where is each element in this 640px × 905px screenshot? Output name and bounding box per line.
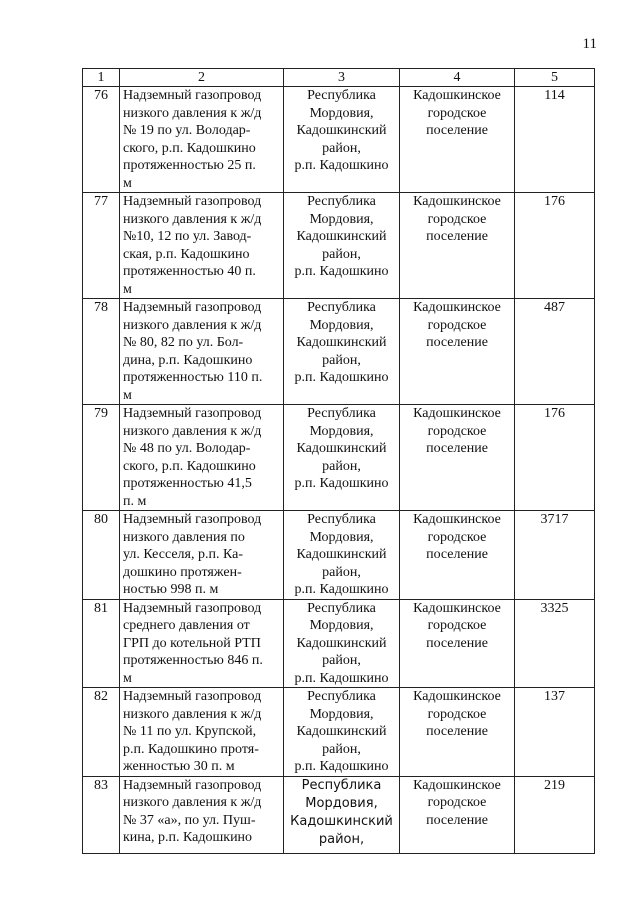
location-line: р.п. Кадошкино bbox=[294, 158, 389, 173]
description-line: кина, р.п. Кадошкино bbox=[123, 830, 253, 845]
table-row bbox=[83, 299, 595, 405]
location-line: район, bbox=[322, 246, 361, 262]
location-line: Кадошкинский bbox=[290, 813, 393, 829]
row-number: 78 bbox=[83, 299, 120, 405]
settlement-line: городское bbox=[427, 529, 487, 545]
location-line: район, bbox=[322, 564, 361, 580]
location-line: р.п. Кадошкино bbox=[294, 759, 389, 774]
description-line: Надземный газопровод bbox=[123, 600, 262, 616]
row-number: 82 bbox=[83, 688, 120, 777]
object-description bbox=[120, 405, 284, 511]
description-line: дина, р.п. Кадошкино bbox=[123, 352, 253, 368]
settlement-line: городское bbox=[427, 317, 487, 333]
location-line: Кадошкинский bbox=[296, 229, 387, 244]
description-line: Надземный газопровод bbox=[123, 689, 262, 704]
location-line: район, bbox=[322, 458, 361, 474]
description-line: ул. Кесселя, р.п. Ка- bbox=[123, 547, 243, 562]
description-line: низкого давления к ж/д bbox=[123, 423, 262, 439]
location-line: Мордовия, bbox=[309, 317, 374, 333]
location-line: Мордовия, bbox=[309, 618, 374, 633]
settlement-line: Кадошкинское bbox=[413, 406, 501, 421]
settlement-line: городское bbox=[427, 618, 487, 633]
description-line: ского, р.п. Кадошкино bbox=[123, 458, 256, 474]
description-line: протяженностью 41,5 bbox=[123, 476, 252, 491]
settlement-line: поселение bbox=[426, 441, 488, 456]
settlement-name bbox=[400, 511, 515, 600]
settlement-name bbox=[400, 405, 515, 511]
settlement-line: поселение bbox=[426, 229, 488, 244]
description-line: ская, р.п. Кадошкино bbox=[123, 246, 250, 262]
object-location bbox=[284, 299, 400, 405]
object-location bbox=[284, 405, 400, 511]
object-description bbox=[120, 599, 284, 688]
object-description bbox=[120, 776, 284, 853]
settlement-line: Кадошкинское bbox=[413, 777, 501, 793]
description-line: низкого давления к ж/д bbox=[123, 706, 262, 722]
table-header-row bbox=[83, 69, 595, 87]
settlement-name bbox=[400, 299, 515, 405]
object-location bbox=[284, 193, 400, 299]
description-line: м bbox=[123, 670, 132, 686]
settlement-line: Кадошкинское bbox=[413, 88, 501, 103]
description-line: р.п. Кадошкино протя- bbox=[123, 741, 259, 757]
settlement-line: городское bbox=[427, 423, 487, 439]
description-line: протяженностью 846 п. bbox=[123, 653, 263, 668]
settlement-line: городское bbox=[427, 211, 487, 227]
location-line: район, bbox=[322, 741, 361, 757]
location-line: район, bbox=[322, 140, 361, 156]
description-line: протяженностью 40 п. bbox=[123, 264, 256, 279]
settlement-line: Кадошкинское bbox=[413, 600, 501, 616]
location-line: Кадошкинский bbox=[296, 547, 387, 562]
object-description bbox=[120, 688, 284, 777]
description-line: Надземный газопровод bbox=[123, 406, 262, 421]
location-line: Республика bbox=[307, 88, 376, 103]
location-line: Мордовия, bbox=[309, 211, 374, 227]
table-row bbox=[83, 688, 595, 777]
description-line: № 11 по ул. Крупской, bbox=[123, 724, 257, 739]
object-value: 3717 bbox=[515, 511, 595, 600]
settlement-line: поселение bbox=[426, 812, 488, 828]
description-line: Надземный газопровод bbox=[123, 194, 262, 209]
settlement-line: поселение bbox=[426, 635, 488, 651]
location-line: район, bbox=[322, 653, 361, 668]
location-line: Республика bbox=[307, 512, 376, 527]
location-line: Республика bbox=[307, 406, 376, 421]
description-line: низкого давления по bbox=[123, 529, 245, 545]
description-line: Надземный газопровод bbox=[123, 512, 262, 527]
description-line: Надземный газопровод bbox=[123, 300, 262, 315]
table-row bbox=[83, 511, 595, 600]
location-line: район, bbox=[318, 831, 365, 847]
location-line: Мордовия, bbox=[305, 795, 378, 811]
settlement-line: городское bbox=[427, 795, 487, 810]
settlement-line: Кадошкинское bbox=[413, 194, 501, 209]
column-header: 4 bbox=[400, 69, 515, 87]
description-line: ГРП до котельной РТП bbox=[123, 635, 261, 651]
object-description bbox=[120, 299, 284, 405]
description-line: Надземный газопровод bbox=[123, 88, 262, 103]
object-location bbox=[284, 511, 400, 600]
location-line: Мордовия, bbox=[309, 529, 374, 545]
object-location bbox=[284, 599, 400, 688]
description-line: протяженностью 110 п. bbox=[123, 370, 263, 385]
description-line: низкого давления к ж/д bbox=[123, 317, 262, 333]
settlement-line: Кадошкинское bbox=[413, 300, 501, 315]
settlement-name bbox=[400, 688, 515, 777]
settlement-name bbox=[400, 599, 515, 688]
location-line: р.п. Кадошкино bbox=[294, 670, 389, 686]
description-line: Надземный газопровод bbox=[123, 777, 262, 793]
column-header: 2 bbox=[120, 69, 284, 87]
description-line: протяженностью 25 п. bbox=[123, 158, 256, 173]
description-line: № 48 по ул. Володар- bbox=[123, 441, 251, 456]
location-line: Кадошкинский bbox=[296, 441, 387, 456]
location-line: Кадошкинский bbox=[296, 335, 387, 350]
object-value: 176 bbox=[515, 405, 595, 511]
description-line: м bbox=[123, 175, 132, 191]
description-line: м bbox=[123, 281, 132, 297]
column-header: 3 bbox=[284, 69, 400, 87]
location-line: р.п. Кадошкино bbox=[294, 582, 389, 597]
description-line: п. м bbox=[123, 493, 147, 509]
row-number: 79 bbox=[83, 405, 120, 511]
settlement-line: городское bbox=[427, 706, 487, 722]
object-value: 219 bbox=[515, 776, 595, 853]
description-line: низкого давления к ж/д bbox=[123, 105, 262, 121]
table-row bbox=[83, 776, 595, 853]
location-line: Мордовия, bbox=[309, 706, 374, 722]
settlement-name bbox=[400, 87, 515, 193]
row-number: 77 bbox=[83, 193, 120, 299]
row-number: 80 bbox=[83, 511, 120, 600]
object-value: 487 bbox=[515, 299, 595, 405]
settlement-name bbox=[400, 776, 515, 853]
object-description bbox=[120, 87, 284, 193]
location-line: р.п. Кадошкино bbox=[294, 264, 389, 279]
settlement-line: Кадошкинское bbox=[413, 512, 501, 527]
settlement-line: поселение bbox=[426, 724, 488, 739]
description-line: среднего давления от bbox=[123, 618, 250, 633]
location-line: Республика bbox=[307, 194, 376, 209]
settlement-name bbox=[400, 193, 515, 299]
location-line: Мордовия, bbox=[309, 105, 374, 121]
object-value: 3325 bbox=[515, 599, 595, 688]
location-line: район, bbox=[322, 352, 361, 368]
description-line: № 37 «а», по ул. Пуш- bbox=[123, 812, 256, 828]
settlement-line: городское bbox=[427, 105, 487, 121]
description-line: женностью 30 п. м bbox=[123, 759, 235, 774]
location-line: р.п. Кадошкино bbox=[294, 476, 389, 491]
settlement-line: Кадошкинское bbox=[413, 689, 501, 704]
column-header: 1 bbox=[83, 69, 120, 87]
description-line: дошкино протяжен- bbox=[123, 564, 242, 580]
object-location bbox=[284, 87, 400, 193]
column-header: 5 bbox=[515, 69, 595, 87]
object-description bbox=[120, 193, 284, 299]
row-number: 76 bbox=[83, 87, 120, 193]
description-line: № 80, 82 по ул. Бол- bbox=[123, 335, 244, 350]
location-line: Кадошкинский bbox=[296, 724, 387, 739]
location-line: Кадошкинский bbox=[296, 123, 387, 138]
location-line: Республика bbox=[307, 600, 376, 616]
settlement-line: поселение bbox=[426, 547, 488, 562]
table-row bbox=[83, 405, 595, 511]
row-number: 83 bbox=[83, 776, 120, 853]
table-row bbox=[83, 599, 595, 688]
location-line: Кадошкинский bbox=[296, 635, 387, 651]
object-location bbox=[284, 688, 400, 777]
table-row bbox=[83, 193, 595, 299]
object-location bbox=[284, 776, 400, 853]
row-number: 81 bbox=[83, 599, 120, 688]
description-line: №10, 12 по ул. Завод- bbox=[123, 229, 252, 244]
location-line: Республика bbox=[301, 777, 382, 793]
settlement-line: поселение bbox=[426, 123, 488, 138]
description-line: низкого давления к ж/д bbox=[123, 795, 262, 810]
page-number: 11 bbox=[582, 36, 597, 52]
description-line: ностью 998 п. м bbox=[123, 582, 219, 597]
object-value: 137 bbox=[515, 688, 595, 777]
description-line: низкого давления к ж/д bbox=[123, 211, 262, 227]
object-value: 176 bbox=[515, 193, 595, 299]
location-line: Мордовия, bbox=[309, 423, 374, 439]
settlement-line: поселение bbox=[426, 335, 488, 350]
table-row bbox=[83, 87, 595, 193]
description-line: ского, р.п. Кадошкино bbox=[123, 140, 256, 156]
object-value: 114 bbox=[515, 87, 595, 193]
object-description bbox=[120, 511, 284, 600]
registry-table bbox=[82, 68, 595, 854]
description-line: м bbox=[123, 387, 132, 403]
description-line: № 19 по ул. Володар- bbox=[123, 123, 251, 138]
location-line: Республика bbox=[307, 300, 376, 315]
location-line: р.п. Кадошкино bbox=[294, 370, 389, 385]
location-line: Республика bbox=[307, 689, 376, 704]
